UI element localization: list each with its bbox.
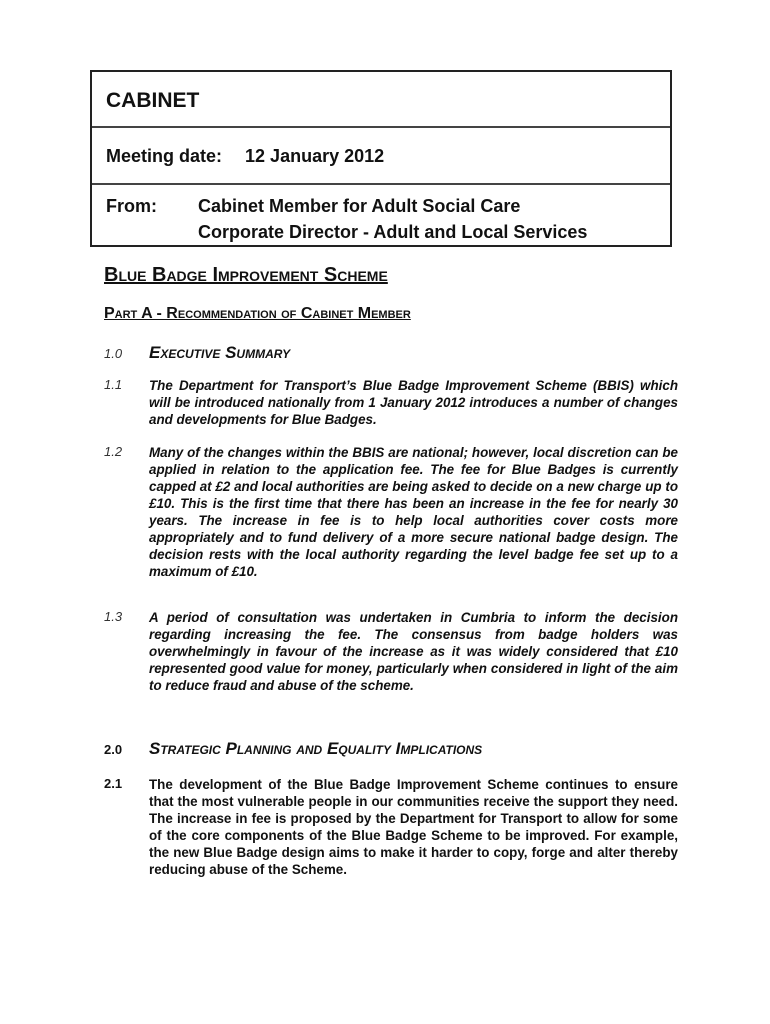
section-heading	[104, 739, 678, 759]
paragraph-number: 1.2	[104, 444, 123, 459]
paragraph-text: A period of consultation was undertaken in Cumbria to inform the decision regarding increasing the fee. The consensus from badge holders was overwhelmingly in favour of the increase as it was widely considered that £10 represented good value for money, particularly when considered in light of the aim to reduce fraud and abuse of the scheme.	[149, 610, 678, 693]
from-row	[92, 185, 670, 245]
committee-name: CABINET	[92, 72, 670, 128]
paragraph	[104, 776, 678, 878]
from-line: Corporate Director - Adult and Local Services	[198, 222, 588, 242]
paragraph-number: 1.1	[104, 377, 123, 392]
meeting-date-label: Meeting date:	[106, 146, 223, 166]
section-title: Strategic Planning and Equality Implications	[149, 739, 483, 758]
part-heading: Part A - Recommendation of Cabinet Member	[104, 305, 411, 322]
document-title: Blue Badge Improvement Scheme	[104, 264, 388, 286]
from-label: From:	[106, 196, 157, 216]
paragraph-number: 2.1	[104, 776, 123, 791]
section-number: 2.0	[104, 742, 123, 757]
section-title: Executive Summary	[149, 343, 291, 362]
paragraph	[104, 609, 678, 694]
meeting-date-value: 12 January 2012	[245, 146, 385, 166]
paragraph-number: 1.3	[104, 609, 123, 624]
meeting-date-row	[92, 128, 670, 185]
paragraph-text: The Department for Transport’s Blue Badge Improvement Scheme (BBIS) which will be introduced nationally from 1 January 2012 introduces a number of changes and developments for Blue Badges.	[149, 378, 678, 427]
paragraph	[104, 377, 678, 428]
section-number: 1.0	[104, 346, 123, 361]
paragraph-text: Many of the changes within the BBIS are national; however, local discretion can be applied in relation to the application fee. The fee for Blue Badges is currently capped at £2 and local authorities are being asked to decide on a new charge up to £10. This is the first time that there has been an increase in the fee for nearly 30 years. The increase in fee is to help local authorities cover costs more appropriately and to fund delivery of a more secure national badge design. The decision rests with the local authority regarding the level badge fee set up to a maximum of £10.	[149, 445, 678, 579]
paragraph	[104, 444, 678, 580]
from-line: Cabinet Member for Adult Social Care	[198, 196, 521, 216]
section-heading	[104, 343, 678, 363]
header-box	[90, 70, 672, 247]
paragraph-text: The development of the Blue Badge Improvement Scheme continues to ensure that the most vulnerable people in our communities receive the support they need. The increase in fee is proposed by the Department for Transport to allow for some of the core components of the Blue Badge Scheme to be improved. For example, the new Blue Badge design aims to make it harder to copy, forge and alter thereby reducing abuse of the Scheme.	[149, 777, 678, 877]
